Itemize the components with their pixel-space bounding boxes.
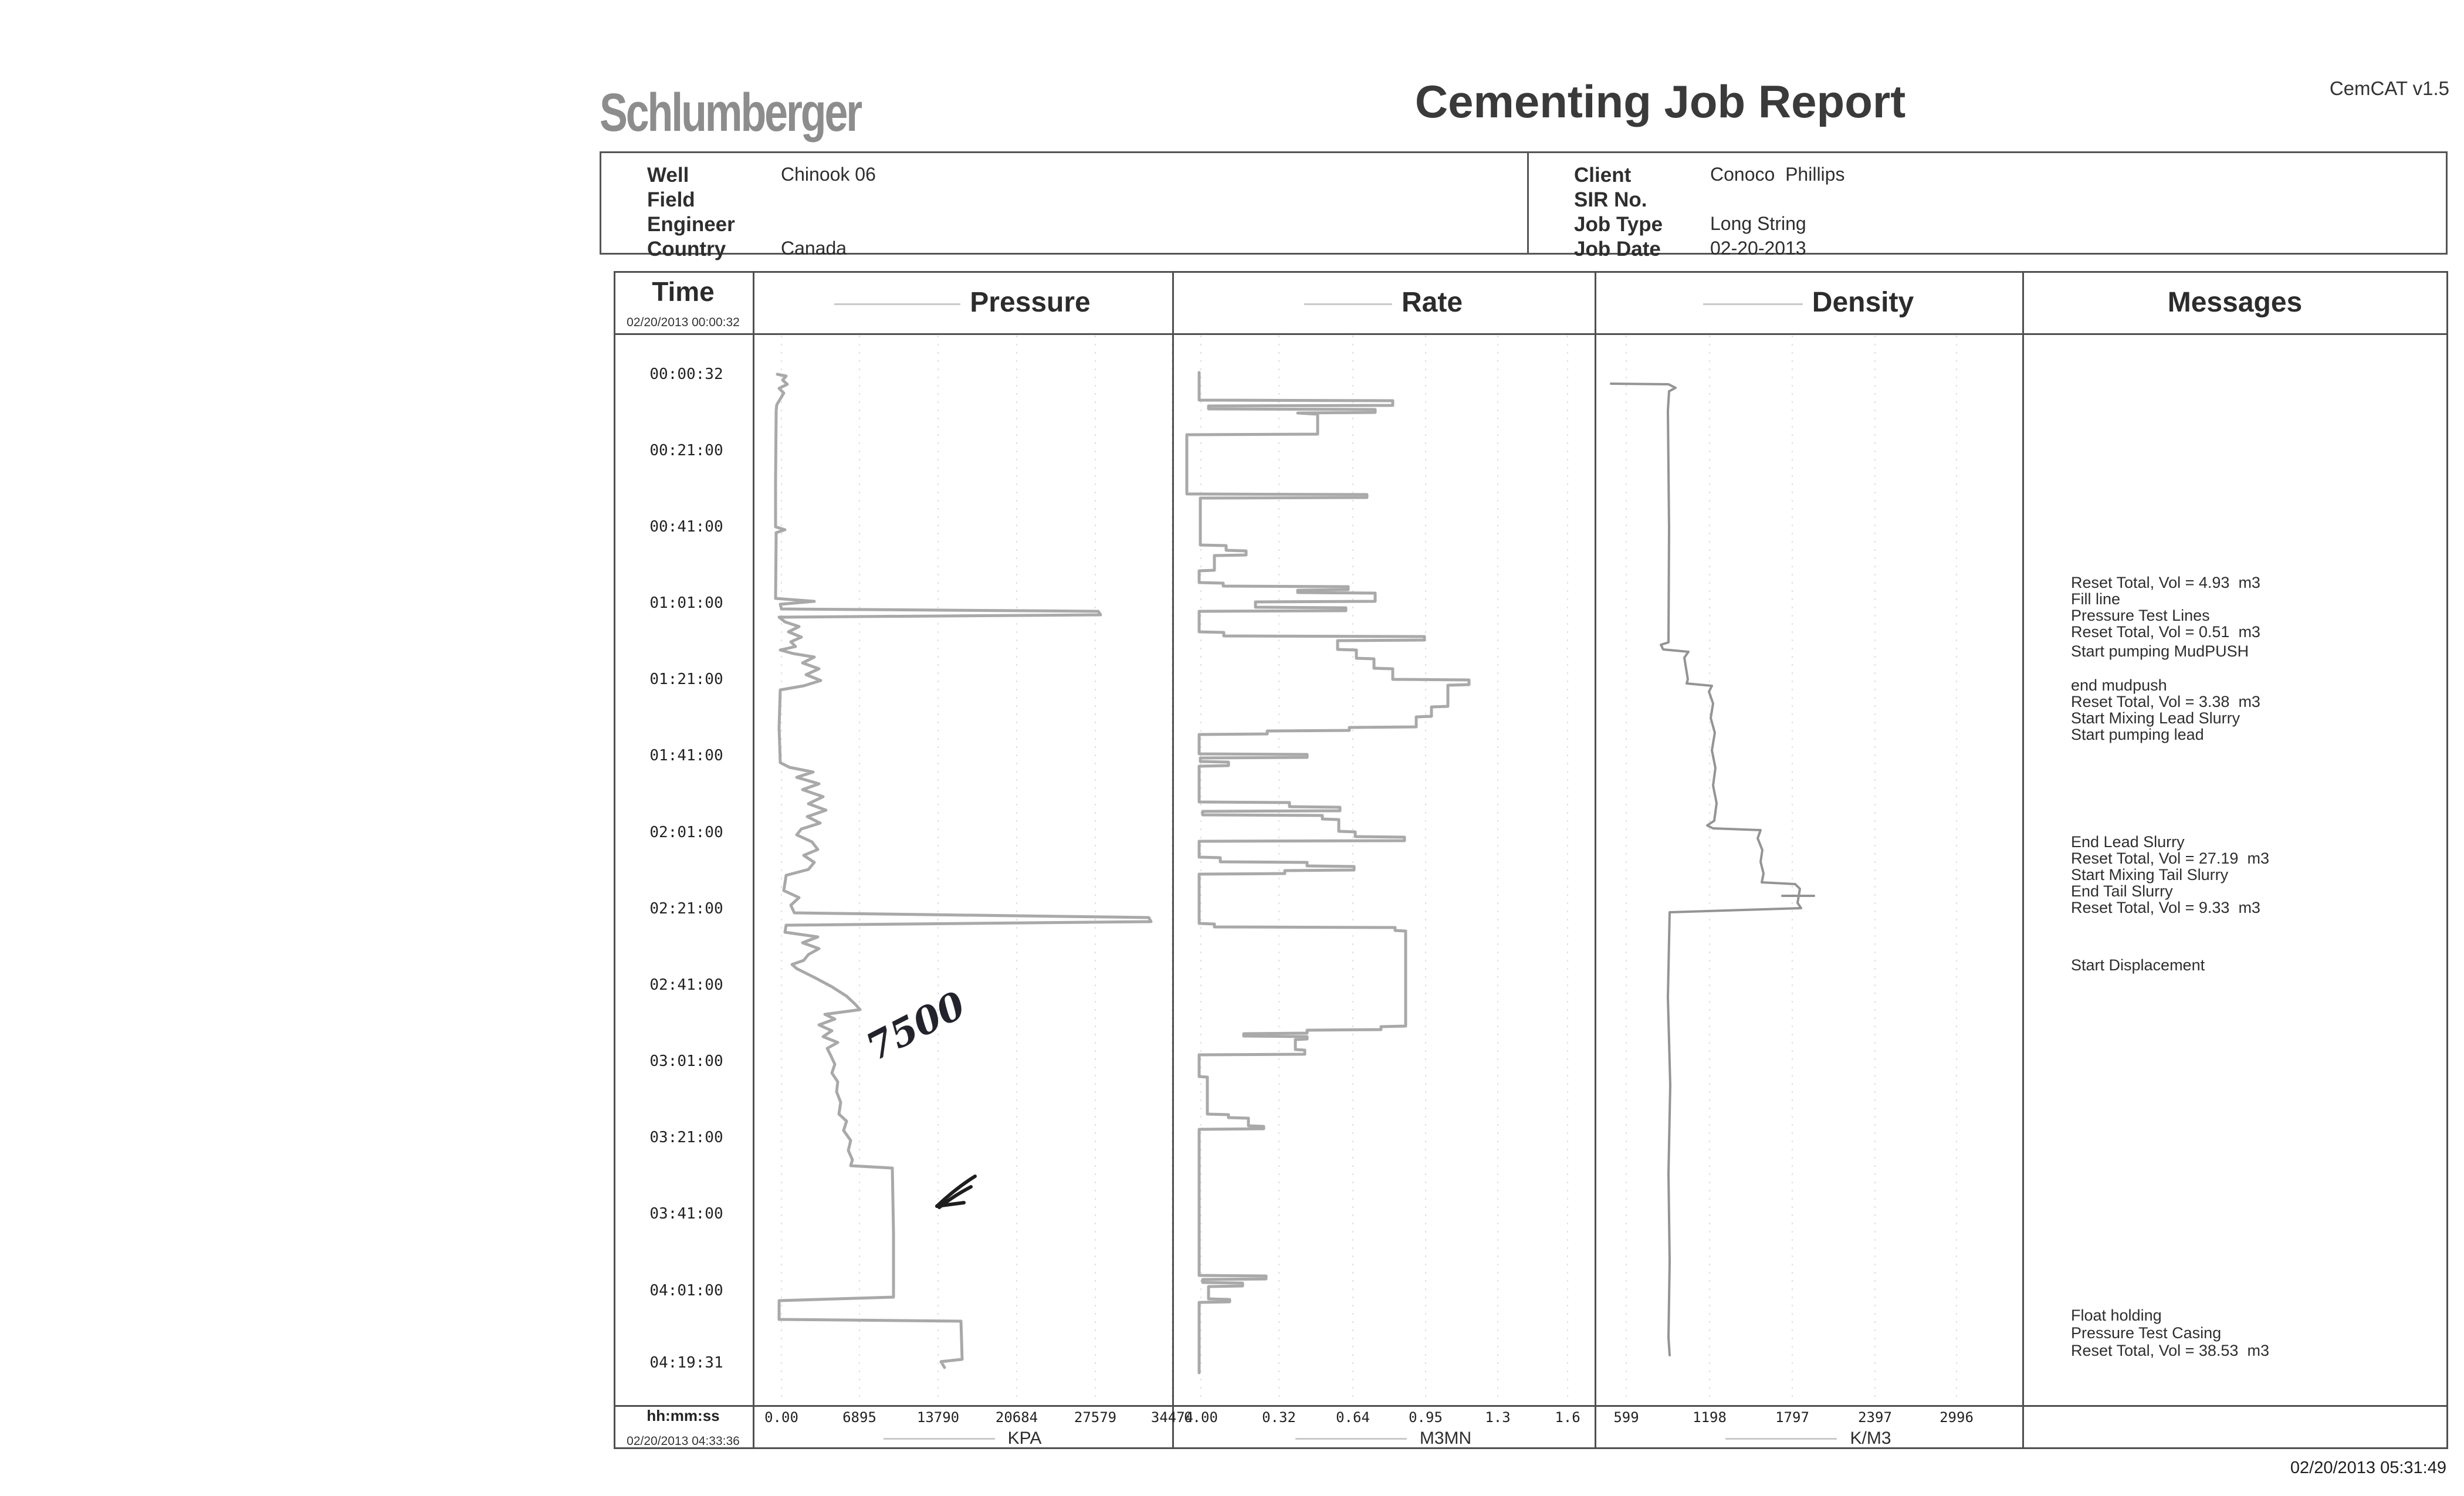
message-line: Pressure Test Lines [2071,607,2210,624]
message-line: Start pumping lead [2071,726,2204,743]
density-header-label: Density [1812,286,1914,318]
time-tick-label: 03:41:00 [649,1205,723,1223]
software-version: CemCAT v1.5 [2329,77,2449,99]
density-unit-cell [1595,1430,2022,1447]
job-info-label: Well [647,164,689,187]
axis-tick-label: 599 [1613,1409,1639,1426]
axis-tick-label: 0.32 [1262,1409,1296,1426]
time-tick-label: 01:21:00 [649,671,723,688]
message-line: Pressure Test Casing [2071,1324,2222,1342]
job-info-label: Field [647,188,695,211]
rate-unit-cell [1172,1430,1595,1447]
message-line: Start pumping MudPUSH [2071,642,2249,660]
time-axis-cell [614,1407,753,1448]
axis-tick-label: 1797 [1775,1409,1809,1426]
density-messages-divider [2022,273,2024,1447]
message-line: Reset Total, Vol = 38.53 m3 [2071,1342,2269,1359]
message-line: end mudpush [2071,676,2167,694]
rate-unit-legend-line [1295,1438,1407,1440]
pressure-header-label: Pressure [970,286,1091,318]
message-line: Reset Total, Vol = 3.38 m3 [2071,693,2260,710]
message-line: Reset Total, Vol = 27.19 m3 [2071,849,2269,867]
message-line: Start Mixing Tail Slurry [2071,866,2229,884]
density-legend-line [1703,303,1803,305]
job-info-label: Country [647,238,726,260]
messages-header-label: Messages [2167,286,2303,318]
message-line: Reset Total, Vol = 0.51 m3 [2071,623,2260,641]
job-info-label: Engineer [647,213,735,236]
time-tick-label: 02:21:00 [649,900,723,918]
time-tick-label: 02:01:00 [649,824,723,841]
message-line: Reset Total, Vol = 4.93 m3 [2071,574,2260,591]
job-info-label: SIR No. [1574,188,1647,211]
time-tick-label: 00:41:00 [649,518,723,536]
message-line: End Lead Slurry [2071,833,2185,851]
pressure-unit-cell [753,1430,1172,1447]
axis-tick-label: 34474 [1150,1409,1194,1426]
pressure-rate-divider [1172,273,1174,1447]
message-line: Reset Total, Vol = 9.33 m3 [2071,899,2260,916]
axis-tick-label: 6895 [842,1409,876,1426]
axis-tick-label: 0.95 [1409,1409,1443,1426]
axis-tick-label: 0.00 [1184,1409,1218,1426]
axis-tick-label: 20684 [995,1409,1038,1426]
message-line: Start Displacement [2071,956,2205,974]
axis-tick-label: 0.64 [1336,1409,1370,1426]
messages-column-header [2022,271,2448,333]
axis-row-divider [615,1405,2446,1407]
job-info-value: Long String [1710,213,1806,234]
time-column-divider [753,273,754,1447]
job-info-label: Client [1574,164,1632,187]
time-tick-label: 01:01:00 [649,594,723,612]
message-line: End Tail Slurry [2071,882,2173,900]
axis-tick-label: 1.6 [1555,1409,1580,1426]
job-info-value: Chinook 06 [781,164,876,185]
rate-column-header [1172,271,1595,333]
rate-legend-line [1304,303,1392,305]
pressure-legend-line [834,303,960,305]
pressure-unit-label: KPA [1007,1429,1042,1448]
pressure-column-header [753,271,1172,333]
time-tick-label: 00:21:00 [649,442,723,459]
time-tick-label: 00:00:32 [649,365,723,383]
log-start-datetime: 02/20/2013 00:00:32 [627,316,740,329]
axis-tick-label: 0.00 [764,1409,798,1426]
job-info-value: 02-20-2013 [1710,238,1806,259]
pressure-unit-legend-line [884,1438,995,1440]
time-axis-format-label: hh:mm:ss [647,1407,720,1424]
job-info-label: Job Type [1574,213,1663,236]
axis-tick-label: 1.3 [1485,1409,1511,1426]
axis-tick-label: 1198 [1693,1409,1727,1426]
time-column-header [614,276,753,330]
message-line: Fill line [2071,590,2121,608]
time-tick-label: 01:41:00 [649,747,723,764]
rate-header-label: Rate [1401,286,1463,318]
axis-tick-label: 2996 [1940,1409,1974,1426]
log-end-datetime: 02/20/2013 04:33:36 [627,1434,740,1448]
axis-tick-label: 13790 [916,1409,960,1426]
handwritten-pressure-annotation: 7500 [859,983,973,1070]
axis-tick-label: 27579 [1074,1409,1117,1426]
time-tick-label: 03:21:00 [649,1129,723,1146]
job-info-value: Canada [781,238,847,259]
rate-density-divider [1595,273,1596,1447]
axis-tick-label: 2397 [1858,1409,1892,1426]
time-tick-label: 04:01:00 [649,1282,723,1299]
job-info-value: Conoco Phillips [1710,164,1845,185]
time-tick-label: 03:01:00 [649,1052,723,1070]
time-header-label: Time [652,276,715,307]
print-timestamp: 02/20/2013 05:31:49 [2290,1458,2446,1477]
job-info-label: Job Date [1574,238,1661,260]
density-unit-label: K/M3 [1850,1429,1891,1448]
page-title: Cementing Job Report [1414,76,1906,127]
header-row-divider [615,333,2446,335]
density-unit-legend-line [1725,1438,1837,1440]
message-line: Start Mixing Lead Slurry [2071,709,2240,727]
rate-unit-label: M3MN [1419,1429,1472,1448]
time-tick-label: 04:19:31 [649,1354,723,1372]
time-tick-label: 02:41:00 [649,976,723,994]
density-column-header [1595,271,2022,333]
schlumberger-logo: Schlumberger [600,83,861,143]
message-line: Float holding [2071,1307,2162,1324]
